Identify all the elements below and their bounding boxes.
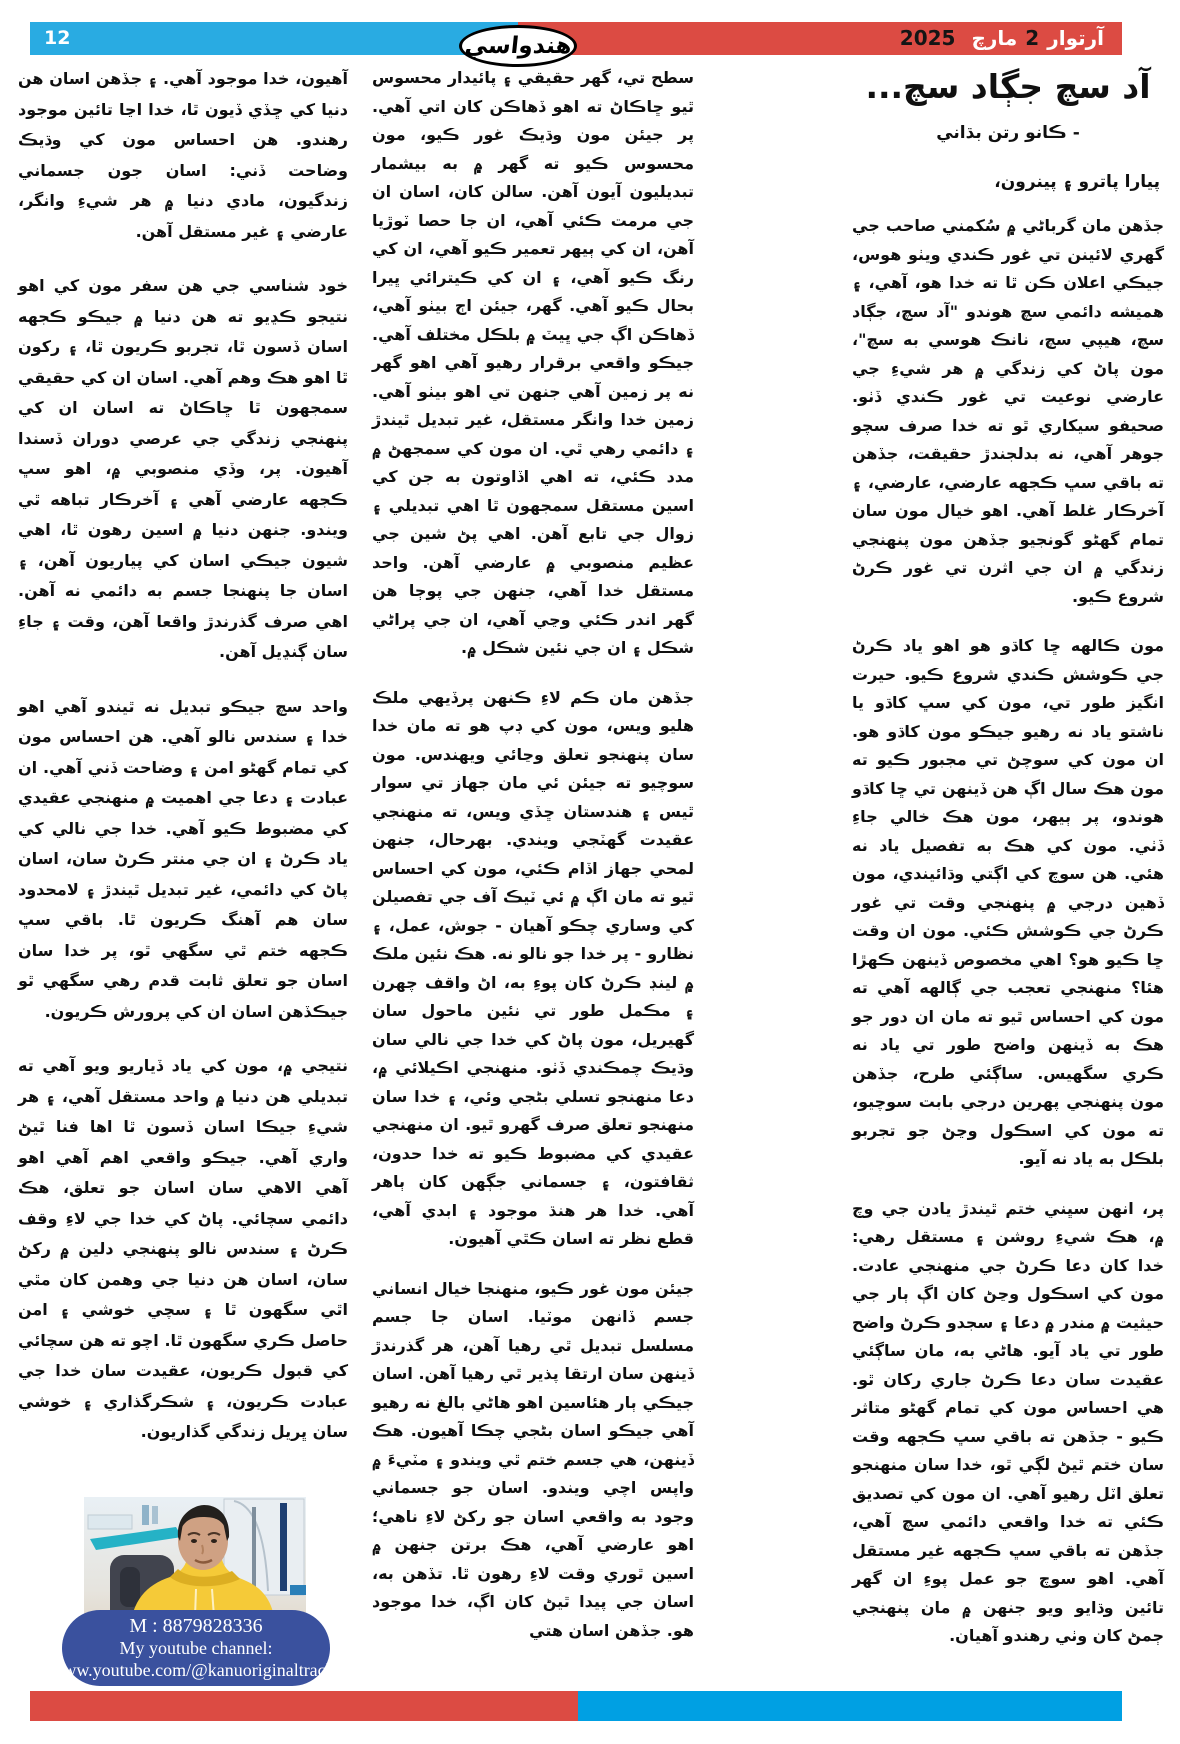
article-paragraph: جيئن مون غور ڪيو، منهنجا خيال انساني جسم ڏانهن موٽيا. اسان جا جسم مسلسل تبديل ٿي رهيا آهن، هر گذرندڙ ڏينهن سان ارتقا پذير ٿي رهيا آهن. اسان جيڪي ٻار هئاسين اهو هاڻي بالغ نه رهيو آهي جيڪو اسان بڻجي چڪا آهيون. هڪ ڏينهن، هي جسم ختم ٿي ويندو ۽ مٽيءَ ۾ واپس اچي ويندو. اسان جو جسماني وجود به واقعي اسان جو رکڻ لاءِ ناهي؛ اهو عارضي آهي، هڪ برتن جنهن ۾ اسين ٿوري وقت لاءِ رهون ٿا. تڏهن به، اسان جي پيدا ٿيڻ کان اڳ، خدا موجود هو. جڏهن اسان هتي: [372, 1278, 694, 1640]
distant-figure: [152, 1506, 158, 1524]
article-headline: آد سچ جڳاد سچ...: [865, 67, 1151, 106]
article-paragraph: واحد سچ جيڪو تبديل نه ٿيندو آهي اهو خدا ۽ سندس نالو آهي. هن احساس مون کي تمام گهڻو امن ۽ وضاحت ڏني آهي. ان عبادت ۽ دعا جي اهميت ۾ منهنجي عقيدي کي مضبوط ڪيو آهي. خدا جي نالي کي ياد ڪرڻ ۽ ان جي منتر ڪرڻ سان، اسان پاڻ کي دائمي، غير تبديل ٿيندڙ ۽ لامحدود سان هم آهنگ ڪريون ٿا. باقي سڀ ڪجهه ختم ٿي سگهي ٿو، پر خدا سان اسان جو تعلق ثابت قدم رهي سگهي ٿو جيڪڏهن اسان ان کي پرورش ڪريون.: [18, 696, 348, 1021]
column-left: [18, 64, 348, 1472]
distant-figure: [142, 1505, 149, 1525]
door-mullion: [252, 1507, 256, 1589]
article-paragraph: نتيجي ۾، مون کي ياد ڏياريو ويو آهي ته تبديلي هن دنيا ۾ واحد مستقل آهي، ۽ هر شيءِ جيڪا اسان ڏسون ٿا اها فنا ٿيڻ واري آهي. جيڪو واقعي اهم آهي اهو آهي الاهي سان اسان جو تعلق، هڪ دائمي سچائي. پاڻ کي خدا جي لاءِ وقف ڪرڻ ۽ سندس نالو پنهنجي دلين ۾ رکڻ سان، اسان هن دنيا جي وهمن کان مٿي اٿي سگهون ٿا ۽ سچي خوشي ۽ امن حاصل ڪري سگهون ٿا. اچو ته هن سچائي کي قبول ڪريون، عقيدت سان خدا جي عبادت ڪريون، ۽ شڪرگذاري ۽ خوشي سان ڀريل زندگي گذاريون.: [18, 1056, 348, 1441]
contact-pill: [50, 1610, 342, 1686]
header-bar-blue-segment: [30, 22, 518, 55]
article-paragraph: سطح تي، گهر حقيقي ۽ پائيدار محسوس ٿيو ڇاڪاڻ ته اهو ڏهاڪن کان اتي آهي. پر جيئن مون وڌيڪ غور ڪيو، مون محسوس ڪيو ته گهر ۾ به بيشمار تبديليون آيون آهن. سالن کان، اسان ان جي مرمت ڪئي آهي، ان جا حصا ٽوڙيا آهن، ان کي ٻيهر تعمير ڪيو آهي، ان کي رنگ ڪيو آهي، ۽ ان کي ڪيترائي ڀيرا بحال ڪيو آهي. گهر، جيئن اڄ بيٺو آهي، ڏهاڪن اڳ جي ڀيٽ ۾ بلڪل مختلف آهي. جيڪو واقعي برقرار رهيو آهي اهو گهر نه پر زمين آهي جنهن تي اهو بيٺو آهي. زمين خدا وانگر مستقل، غير تبديل ٿيندڙ ۽ دائمي رهي ٿي. ان مون کي سمجهڻ ۾ مدد ڪئي، ته اهي اڏاوتون به جن کي اسين مستقل سمجهون ٿا اهي تبديلي ۽ زوال جي تابع آهن. اهي پڻ شين جي عظيم منصوبي ۾ عارضي آهن. واحد مستقل خدا آهي، جنهن جي پوڄا هن گهر اندر ڪئي وڃي آهي، ان جي پراڻي شڪل ۽ ان جي نئين شڪل ۾.: [372, 68, 694, 657]
floor-mat: [290, 1585, 306, 1595]
eye: [211, 1539, 217, 1543]
issue-date: [892, 22, 1104, 55]
masthead-logo: [459, 25, 577, 67]
masthead-title: هندواسي: [463, 33, 573, 59]
contact-mobile: M : 8879828336: [129, 1614, 263, 1637]
footer-bar-blue-segment: [578, 1691, 1122, 1721]
article-paragraph: مون ڪالهه ڇا کاڌو هو اهو ياد ڪرڻ جي ڪوشش ڪندي شروع ڪيو. حيرت انگيز طور تي، مون کي سڀ کاڌو يا ناشتو ياد نه رهيو جيڪو مون کاڌو هو. ان مون کي سوچڻ تي مجبور ڪيو ته مون هڪ سال اڳ هن ڏينهن تي ڇا کاڌو هوندو، پر ٻيهر، مون هڪ خالي جاءِ ڏٺي. مون کي هڪ به تفصيل ياد نه هئي. هن سوچ کي اڳتي وڌائيندي، مون ڏهين درجي ۾ پنهنجي وقت تي غور ڪرڻ جي ڪوشش ڪئي. مون ان وقت ڇا ڪيو هو؟ اهي مخصوص ڏينهن ڪهڙا هئا؟ منهنجي تعجب جي ڳالهه آهي ته مون کي احساس ٿيو ته مان ان دور جو هڪ به ڏينهن واضح طور تي ياد نه ڪري سگهيس. ساڳئي طرح، جڏهن مون پنهنجي پهرين درجي بابت سوچيو، ته مون کي اسڪول وڃڻ جو تجربو بلڪل به ياد نه آيو.: [852, 636, 1164, 1169]
contact-channel-url: www.youtube.com/@kanuoriginaltracks: [50, 1659, 342, 1680]
date-weekday: آرتوار: [1047, 26, 1104, 50]
date-month: مارچ: [971, 26, 1018, 50]
door-frame: [280, 1503, 287, 1591]
eye: [191, 1539, 197, 1543]
column-right: [852, 64, 1164, 1672]
contact-channel-label: My youtube channel:: [119, 1637, 273, 1658]
chair-strap: [120, 1567, 140, 1607]
article-paragraph: پر، انهن سڀني ختم ٿيندڙ يادن جي وچ ۾، هڪ شيءِ روشن ۽ مستقل رهي: خدا کان دعا ڪرڻ جي منهنجي عادت. مون کي اسڪول وڃڻ کان اڳ ٻار جي حيثيت ۾ مندر ۾ دعا ۽ سجدو ڪرڻ واضح طور تي ياد آيو. هاڻي به، مان ساڳئي عقيدت سان دعا ڪرڻ جاري رکان ٿو. هي احساس مون کي تمام گهڻو متاثر ڪيو - جڏهن ته باقي سڀ ڪجهه وقت سان ختم ٿيڻ لڳي ٿو، خدا سان منهنجو تعلق اٽل رهيو آهي. ان مون کي تصديق ڪئي ته خدا واقعي دائمي سچ آهي، جڏهن ته باقي سڀ ڪجهه غير مستقل آهي. اهو سوچ جو عمل پوءِ ان گهر تائين وڌايو ويو جنهن ۾ مان پنهنجي ڄمڻ کان وٺي رهندو آهيان.: [852, 1198, 1164, 1646]
footer-bar-red-segment: [30, 1691, 578, 1721]
date-day: 2: [1025, 26, 1040, 50]
article-paragraph: آهيون، خدا موجود آهي. ۽ جڏهن اسان هن دنيا کي ڇڏي ڏيون ٿا، خدا اڃا تائين موجود رهندو. هن احساس مون کي وڌيڪ وضاحت ڏني: اسان جون جسماني زندگيون، مادي دنيا ۾ هر شيءِ وانگر، عارضي ۽ غير مستقل آهن.: [18, 69, 348, 241]
article-paragraph: جڏهن مان ڪم لاءِ ڪنهن پرڏيهي ملڪ هليو ويس، مون کي ڊپ هو ته مان خدا سان پنهنجو تعلق وڃائي ويهندس. مون سوچيو ته جيئن ئي مان جهاز تي سوار ٿيس ۽ هندستان ڇڏي ويس، ته منهنجي عقيدت گهٽجي ويندي. بهرحال، جنهن لمحي جهاز اڏام ڪئي، مون کي احساس ٿيو ته مان اڳ ۾ ئي ٽيڪ آف جي تفصيلن کي وساري چڪو آهيان - جوش، عمل، ۽ نظارو - پر خدا جو نالو نه. هڪ نئين ملڪ ۾ لينڊ ڪرڻ کان پوءِ به، اڻ واقف چهرن ۽ مڪمل طور تي نئين ماحول سان گهيريل، مون پاڻ کي خدا جي نالي سان وڌيڪ چمڪندي ڏٺو. منهنجي اڪيلائي ۾، دعا منهنجو تسلي بڻجي وئي، ۽ خدا سان منهنجو تعلق صرف گهرو ٿيو. ان منهنجي عقيدي کي مضبوط ڪيو ته خدا حدون، ثقافتون، ۽ جسماني جڳهن کان ٻاهر آهي. خدا هر هنڌ موجود ۽ ابدي آهي، قطع نظر ته اسان ڪٿي آهيون.: [372, 687, 694, 1248]
nose: [202, 1545, 203, 1554]
column-middle: [372, 64, 694, 1666]
article-salutation: پيارا پاترو ۽ پينرون،: [994, 172, 1160, 193]
display-shelf: [88, 1515, 132, 1529]
date-year: 2025: [899, 26, 956, 50]
page-number: 12: [44, 27, 71, 49]
footer-bar: [30, 1691, 1122, 1721]
article-paragraph: جڏهن مان گرباڻي ۾ سُکمني صاحب جي گهري لائينن تي غور ڪندي ويٺو هوس، جيڪي اعلان ڪن ٿا ته خدا هو، آهي، ۽ هميشه دائمي سچ هوندو "آد سچ، جڳاد سچ، هيپي سچ، نانڪ هوسي به سچ"، مون پاڻ کي زندگي ۾ هر شيءِ جي عارضي نوعيت تي غور ڪندي ڏٺو. صحيفو سيکاري ٿو ته خدا صرف سچو جوهر آهي، نه بدلجندڙ حقيقت، جڏهن ته باقي سڀ ڪجهه عارضي، عارضي، ۽ آخرڪار غلط آهي. اهو خيال مون سان تمام گهڻو گونجيو جڏهن مون پنهنجي زندگي ۾ ان جي اثرن تي غور ڪرڻ شروع ڪيو.: [852, 216, 1164, 606]
header-bar: [30, 22, 1122, 55]
header-bar-red-segment: [518, 22, 1122, 55]
article-byline: - ڪانو رتن بڌاني: [936, 123, 1080, 144]
article-paragraph: خود شناسي جي هن سفر مون کي اهو نتيجو ڪڍيو ته هن دنيا ۾ جيڪو ڪجهه اسان ڏسون ٿا، تجربو ڪريون ٿا، ۽ رکون ٿا اهو هڪ وهم آهي. اسان ان کي حقيقي سمجهون ٿا ڇاڪاڻ ته اسان ان کي پنهنجي زندگي جي عرصي دوران ڏسندا آهيون. پر، وڏي منصوبي ۾، اهو سڀ ڪجهه عارضي آهي ۽ آخرڪار تباهه ٿي ويندو. جنهن دنيا ۾ اسين رهون ٿا، اهي شيون جيڪي اسان کي پياريون آهن، ۽ اسان جا پنهنجا جسم به دائمي نه آهن. اهي صرف گذرندڙ واقعا آهن، وقت ۽ جاءِ سان ڳنڍيل آهن.: [18, 276, 348, 661]
